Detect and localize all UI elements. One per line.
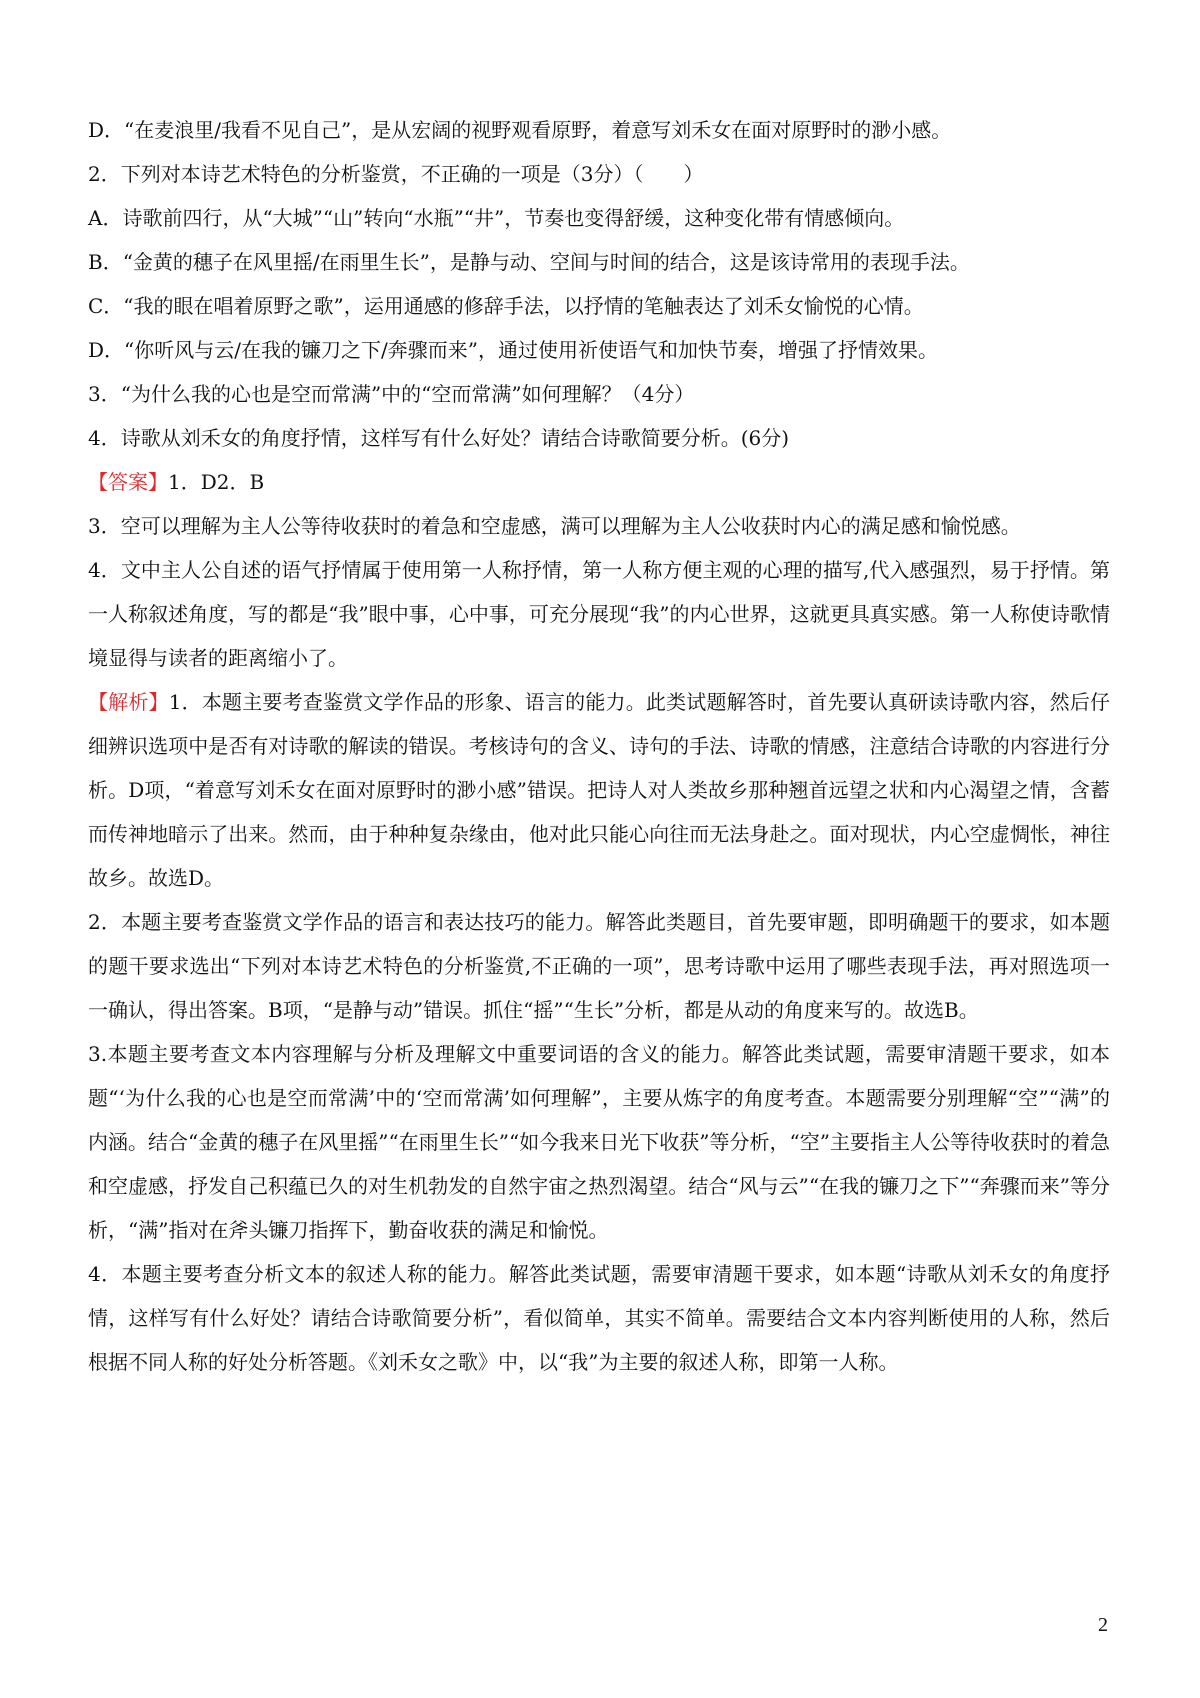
option-a-q2: A．诗歌前四行，从“大城”“山”转向“水瓶”“井”，节奏也变得舒缓，这种变化带有情感倾向。 <box>88 206 905 230</box>
answer-item-4: 4．文中主人公自述的语气抒情属于使用第一人称抒情，第一人称方便主观的心理的描写,代入感强烈，易于抒情。第一人称叙述角度，写的都是“我”眼中事，心中事，可充分展现“我”的内心世界，这就更具真实感。第一人称使诗歌情境显得与读者的距离缩小了。 <box>88 558 1110 670</box>
page-number: 2 <box>1098 1614 1108 1636</box>
question-4: 4．诗歌从刘禾女的角度抒情，这样写有什么好处？请结合诗歌简要分析。(6分) <box>88 426 790 450</box>
option-d-q1: D．“在麦浪里/我看不见自己”，是从宏阔的视野观看原野，着意写刘禾女在面对原野时的渺小感。 <box>88 118 952 142</box>
analysis-label: 【解析】 <box>88 690 169 714</box>
question-2: 2．下列对本诗艺术特色的分析鉴赏，不正确的一项是（3分）（ ） <box>88 162 704 186</box>
analysis-paragraph-1 <box>88 680 1110 900</box>
analysis-paragraph-4: 4．本题主要考查分析文本的叙述人称的能力。解答此类试题，需要审清题干要求，如本题“诗歌从刘禾女的角度抒情，这样写有什么好处？请结合诗歌简要分析”，看似简单，其实不简单。需要结合文本内容判断使用的人称，然后根据不同人称的好处分析答题。《刘禾女之歌》中，以“我”为主要的叙述人称，即第一人称。 <box>88 1262 1110 1374</box>
answer-line <box>88 460 1110 504</box>
option-b-q2: B．“金黄的穗子在风里摇/在雨里生长”，是静与动、空间与时间的结合，这是该诗常用的表现手法。 <box>88 250 970 274</box>
analysis-paragraph-3: 3.本题主要考查文本内容理解与分析及理解文中重要词语的含义的能力。解答此类试题，需要审清题干要求，如本题“‘为什么我的心也是空而常满’中的‘空而常满’如何理解”，主要从炼字的角度考查。本题需要分别理解“空”“满”的内涵。结合“金黄的穗子在风里摇”“在雨里生长”“如今我来日光下收获”等分析，“空”主要指主人公等待收获时的着急和空虚感，抒发自己积蕴已久的对生机勃发的自然宇宙之热烈渴望。结合“风与云”“在我的镰刀之下”“奔骤而来”等分析，“满”指对在斧头镰刀指挥下，勤奋收获的满足和愉悦。 <box>88 1042 1110 1242</box>
analysis-paragraph-2: 2．本题主要考查鉴赏文学作品的语言和表达技巧的能力。解答此类题目，首先要审题，即明确题干的要求，如本题的题干要求选出“下列对本诗艺术特色的分析鉴赏,不正确的一项”，思考诗歌中运用了哪些表现手法，再对照选项一一确认，得出答案。B项，“是静与动”错误。抓住“摇”“生长”分析，都是从动的角度来写的。故选B。 <box>88 910 1110 1022</box>
question-3: 3．“为什么我的心也是空而常满”中的“空而常满”如何理解？（4分） <box>88 382 695 406</box>
answer-label: 【答案】 <box>88 470 168 494</box>
document-page <box>88 108 1110 1384</box>
answer-item-3: 3．空可以理解为主人公等待收获时的着急和空虚感，满可以理解为主人公收获时内心的满足感和愉悦感。 <box>88 514 1021 538</box>
answer-text: 1．D2．B <box>168 470 265 494</box>
option-c-q2: C．“我的眼在唱着原野之歌”，运用通感的修辞手法，以抒情的笔触表达了刘禾女愉悦的心情。 <box>88 294 924 318</box>
option-d-q2: D．“你听风与云/在我的镰刀之下/奔骤而来”，通过使用祈使语气和加快节奏，增强了抒情效果。 <box>88 338 938 362</box>
analysis-text-1: 1．本题主要考查鉴赏文学作品的形象、语言的能力。此类试题解答时，首先要认真研读诗歌内容，然后仔细辨识选项中是否有对诗歌的解读的错误。考核诗句的含义、诗句的手法、诗歌的情感，注意结合诗歌的内容进行分析。D项，“着意写刘禾女在面对原野时的渺小感”错误。把诗人对人类故乡那种翘首远望之状和内心渴望之情，含蓄而传神地暗示了出来。然而，由于种种复杂缘由，他对此只能心向往而无法身赴之。面对现状，内心空虚惆怅，神往故乡。故选D。 <box>88 690 1110 890</box>
